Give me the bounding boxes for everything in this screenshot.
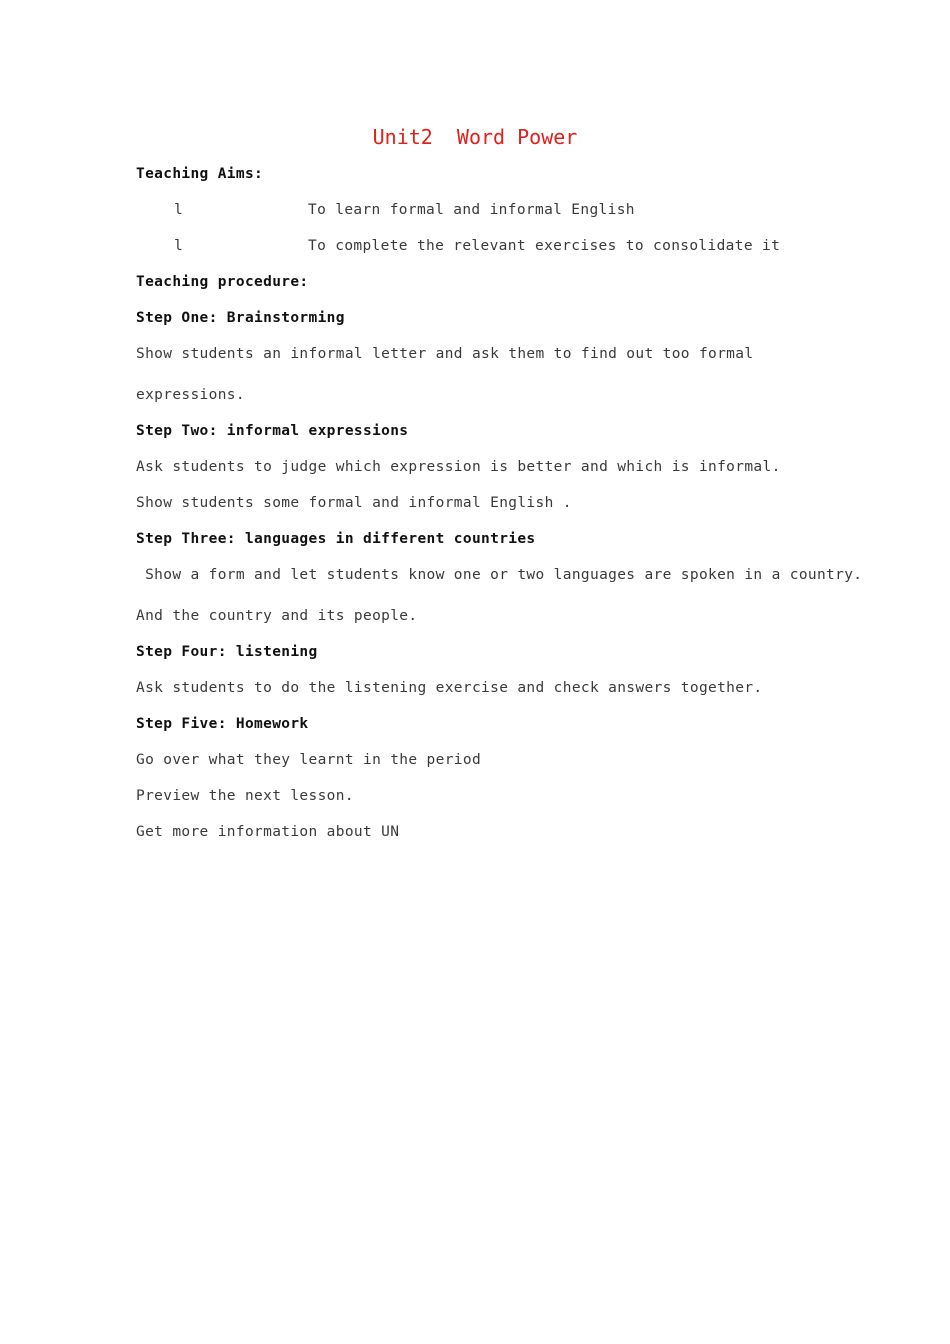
step-text: Show students an informal letter and ask them to find out too formal (136, 346, 754, 362)
step-heading: Step Three: languages in different countries (136, 531, 536, 547)
step-text: Ask students to judge which expression is better and which is informal. (136, 459, 781, 475)
step-text: expressions. (136, 387, 245, 403)
step-text: Show a form and let students know one or two languages are spoken in a country. (136, 567, 863, 583)
step-heading: Step Four: listening (136, 644, 318, 660)
step-text: Preview the next lesson. (136, 788, 354, 804)
bullet-marker: l (174, 238, 183, 254)
document-title: Unit2 Word Power (372, 125, 578, 149)
bullet-marker: l (174, 202, 183, 218)
step-text: Get more information about UN (136, 824, 400, 840)
teaching-procedure-heading: Teaching procedure: (136, 274, 309, 290)
step-text: And the country and its people. (136, 608, 418, 624)
step-heading: Step One: Brainstorming (136, 310, 345, 326)
step-text: Show students some formal and informal English . (136, 495, 572, 511)
aim-text: To complete the relevant exercises to consolidate it (308, 238, 781, 254)
step-text: Go over what they learnt in the period (136, 752, 482, 768)
step-text: Ask students to do the listening exercise and check answers together. (136, 680, 763, 696)
teaching-aims-heading: Teaching Aims: (136, 166, 264, 182)
step-heading: Step Two: informal expressions (136, 423, 409, 439)
aim-text: To learn formal and informal English (308, 202, 635, 218)
step-heading: Step Five: Homework (136, 716, 309, 732)
